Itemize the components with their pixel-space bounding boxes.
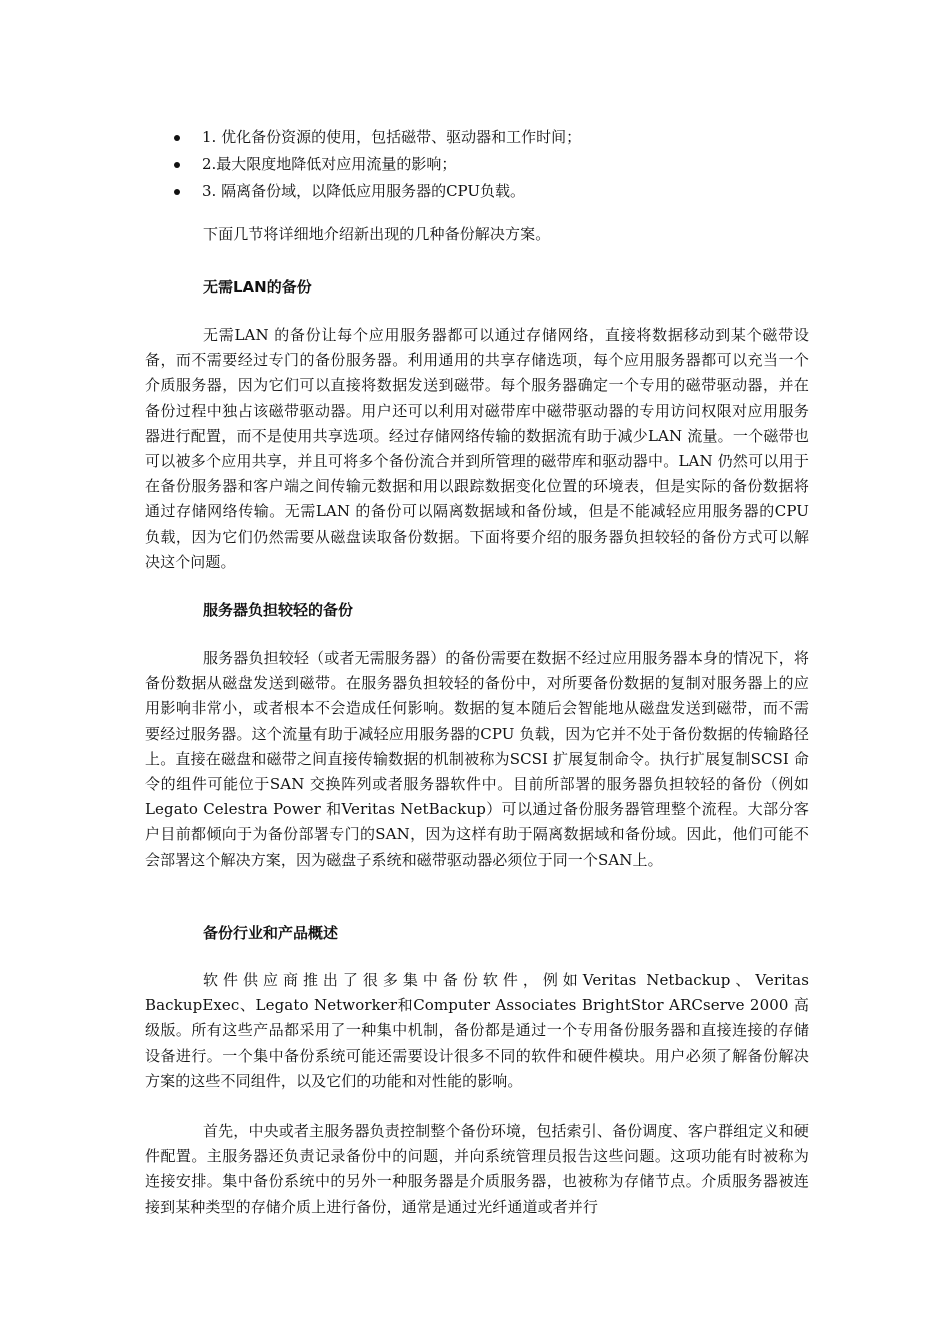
- paragraph-industry-overview: 软件供应商推出了很多集中备份软件，例如Veritas Netbackup、Veritas BackupExec、Legato Networker和Computer Associates BrightStor ARCserve 2000 高级版。所有这些产品都采用了一种集中机制，备份都是通过一个专用备份服务器和直接连接的存储设备进行。一个集中备份系统可能还需要设计很多不同的软件和硬件模块。用户必须了解备份解决方案的这些不同组件，以及它们的功能和对性能的影响。: [145, 971, 809, 1090]
- list-item: [172, 178, 812, 205]
- list-item-text: 2.最大限度地降低对应用流量的影响；: [202, 155, 457, 173]
- list-item: [172, 151, 812, 178]
- list-item: [172, 124, 812, 151]
- intro-paragraph: 下面几节将详细地介绍新出现的几种备份解决方案。: [203, 225, 551, 243]
- bullet-list: [172, 124, 812, 205]
- bullet-icon: [174, 189, 180, 195]
- list-item-text: 3. 隔离备份域，以降低应用服务器的CPU负载。: [202, 182, 526, 200]
- paragraph-lan-free: 无需LAN 的备份让每个应用服务器都可以通过存储网络，直接将数据移动到某个磁带设备，而不需要经过专门的备份服务器。利用通用的共享存储选项，每个应用服务器都可以充当一个介质服务器，因为它们可以直接将数据发送到磁带。每个服务器确定一个专用的磁带驱动器，并在备份过程中独占该磁带驱动器。用户还可以利用对磁带库中磁带驱动器的专用访问权限对应用服务器进行配置，而不是使用共享选项。经过存储网络传输的数据流有助于减少LAN 流量。一个磁带也可以被多个应用共享，并且可将多个备份流合并到所管理的磁带库和驱动器中。LAN 仍然可以用于在备份服务器和客户端之间传输元数据和用以跟踪数据变化位置的环境表，但是实际的备份数据将通过存储网络传输。无需LAN 的备份可以隔离数据域和备份域，但是不能减轻应用服务器的CPU 负载，因为它们仍然需要从磁盘读取备份数据。下面将要介绍的服务器负担较轻的备份方式可以解决这个问题。: [145, 326, 809, 571]
- bullet-icon: [174, 135, 180, 141]
- paragraph-master-server: 首先，中央或者主服务器负责控制整个备份环境，包括索引、备份调度、客户群组定义和硬件配置。主服务器还负责记录备份中的问题，并向系统管理员报告这些问题。这项功能有时被称为连接安排。集中备份系统中的另外一种服务器是介质服务器，也被称为存储节点。介质服务器被连接到某种类型的存储介质上进行备份，通常是通过光纤通道或者并行: [145, 1122, 809, 1216]
- bullet-icon: [174, 162, 180, 168]
- section-heading-industry-overview: 备份行业和产品概述: [203, 924, 339, 942]
- list-item-text: 1. 优化备份资源的使用，包括磁带、驱动器和工作时间；: [202, 128, 582, 146]
- section-heading-server-light: 服务器负担较轻的备份: [203, 601, 354, 619]
- section-heading-lan-free: 无需LAN的备份: [203, 278, 312, 296]
- paragraph-server-light: 服务器负担较轻（或者无需服务器）的备份需要在数据不经过应用服务器本身的情况下，将备份数据从磁盘发送到磁带。在服务器负担较轻的备份中，对所要备份数据的复制对服务器上的应用影响非常小，或者根本不会造成任何影响。数据的复本随后会智能地从磁盘发送到磁带，而不需要经过服务器。这个流量有助于减轻应用服务器的CPU 负载，因为它并不处于备份数据的传输路径上。直接在磁盘和磁带之间直接传输数据的机制被称为SCSI 扩展复制命令。执行扩展复制SCSI 命令的组件可能位于SAN 交换阵列或者服务器软件中。目前所部署的服务器负担较轻的备份（例如Legato Celestra Power 和Veritas NetBackup）可以通过备份服务器管理整个流程。大部分客户目前都倾向于为备份部署专门的SAN，因为这样有助于隔离数据域和备份域。因此，他们可能不会部署这个解决方案，因为磁盘子系统和磁带驱动器必须位于同一个SAN上。: [145, 649, 809, 869]
